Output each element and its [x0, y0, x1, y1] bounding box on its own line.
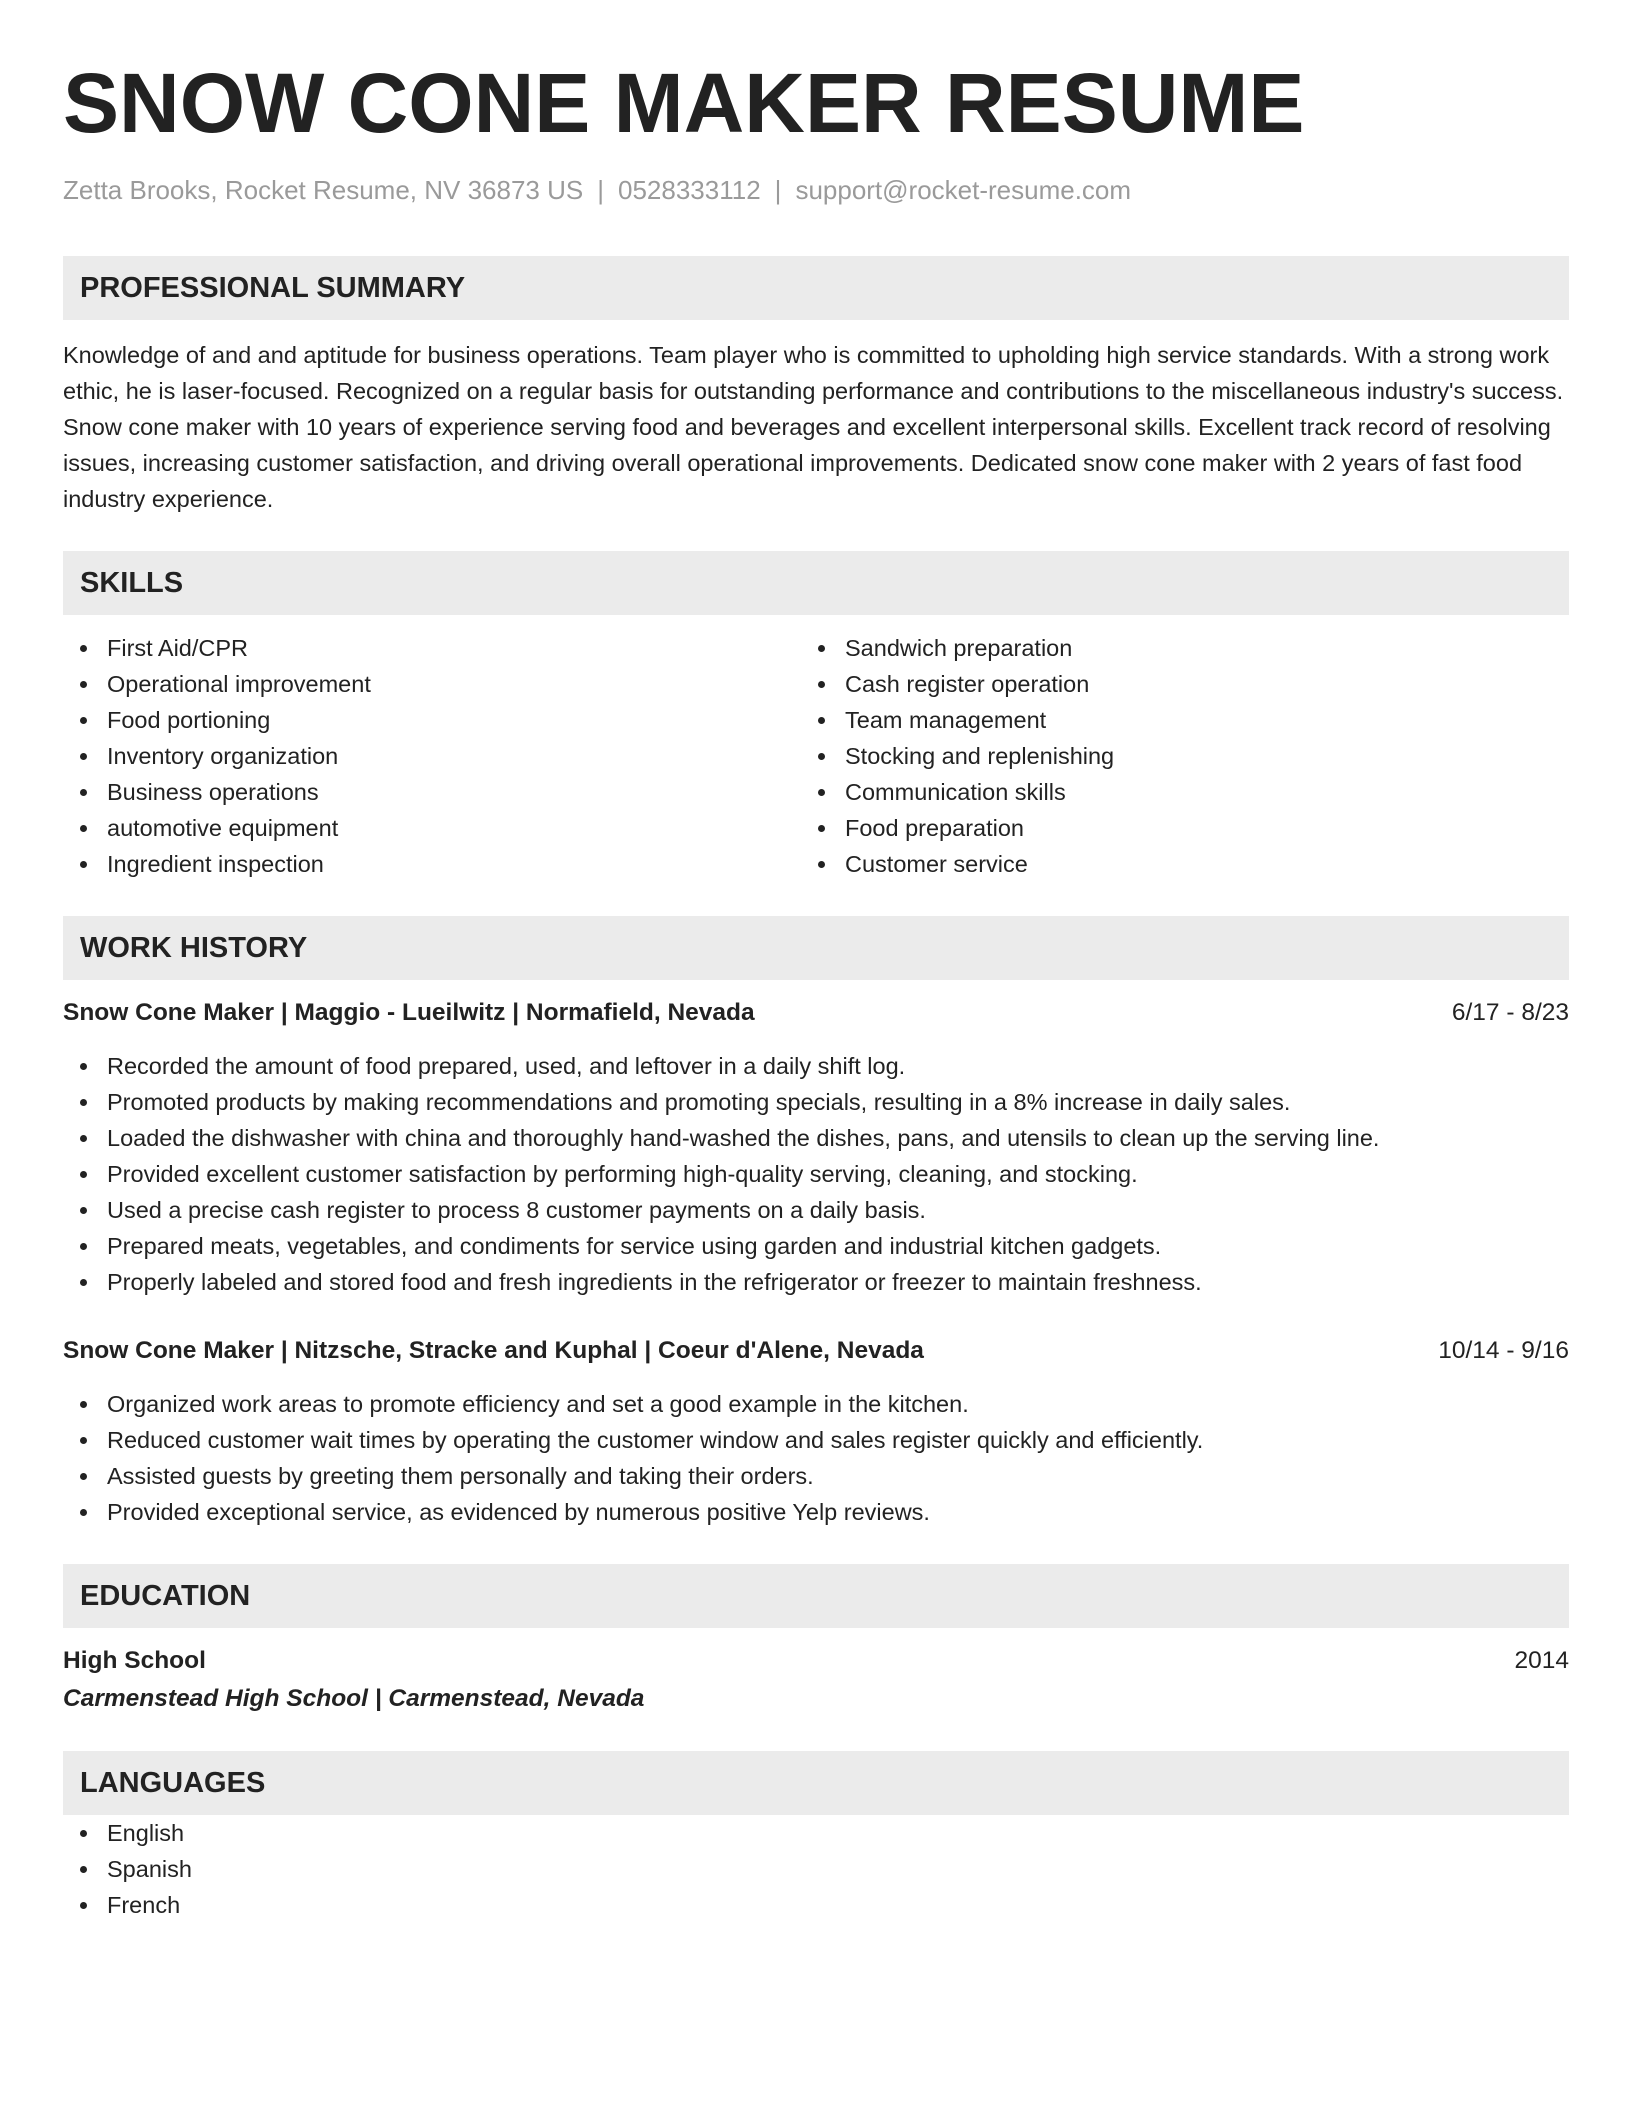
summary-text: Knowledge of and and aptitude for business operations. Team player who is committed to upholding high service standards. With a strong work ethic, he is laser-focused. Recognized on a regular basis for outstanding performance and contributions to the miscellaneous industry's success. Snow cone maker with 10 years of experience serving food and beverages and excellent interpersonal skills. Excellent track record of resolving issues, increasing customer satisfaction, and driving overall operational improvements. Dedicated snow cone maker with 2 years of fast food industry experience.	[63, 342, 1564, 512]
job-bullet-list	[63, 1048, 1569, 1300]
job-bullet: Provided excellent customer satisfaction by performing high-quality serving, cleaning, and stocking.	[63, 1156, 1569, 1192]
education-header	[63, 1644, 1569, 1678]
skill-item: Cash register operation	[801, 666, 1539, 702]
job-entry	[63, 1334, 1569, 1530]
contact-separator: |	[597, 175, 604, 205]
section-heading-work-history: WORK HISTORY	[63, 916, 1569, 980]
job-entry	[63, 996, 1569, 1300]
job-bullet: Organized work areas to promote efficiency and set a good example in the kitchen.	[63, 1386, 1569, 1422]
languages-list	[63, 1815, 1569, 1923]
job-bullet: Assisted guests by greeting them personally and taking their orders.	[63, 1458, 1569, 1494]
job-bullet: Promoted products by making recommendations and promoting specials, resulting in a 8% increase in daily sales.	[63, 1084, 1569, 1120]
skills-list-left	[63, 630, 801, 882]
skills-list-right	[801, 630, 1539, 882]
skill-item: Customer service	[801, 846, 1539, 882]
skill-item: Team management	[801, 702, 1539, 738]
job-header	[63, 1334, 1569, 1368]
education-school: Carmenstead High School | Carmenstead, Nevada	[63, 1685, 645, 1712]
section-heading-languages: LANGUAGES	[63, 1751, 1569, 1815]
section-heading-summary: PROFESSIONAL SUMMARY	[63, 256, 1569, 320]
skill-item: First Aid/CPR	[63, 630, 801, 666]
job-bullet-list	[63, 1386, 1569, 1530]
skills-grid	[63, 630, 1569, 882]
job-bullet: Used a precise cash register to process 8 customer payments on a daily basis.	[63, 1192, 1569, 1228]
job-title: Snow Cone Maker | Maggio - Lueilwitz | Normafield, Nevada	[63, 999, 755, 1026]
skill-item: Food portioning	[63, 702, 801, 738]
job-bullet: Reduced customer wait times by operating the customer window and sales register quickly and efficiently.	[63, 1422, 1569, 1458]
language-item: English	[63, 1815, 1569, 1851]
skill-item: Operational improvement	[63, 666, 801, 702]
skill-item: Communication skills	[801, 774, 1539, 810]
education-degree: High School	[63, 1647, 206, 1674]
contact-phone: 0528333112	[618, 175, 761, 205]
language-item: French	[63, 1887, 1569, 1923]
skills-column-left	[63, 630, 801, 882]
resume-title: SNOW CONE MAKER RESUME	[63, 56, 1305, 150]
job-bullet: Loaded the dishwasher with china and thoroughly hand-washed the dishes, pans, and utensils to clean up the serving line.	[63, 1120, 1569, 1156]
job-bullet: Provided exceptional service, as evidenced by numerous positive Yelp reviews.	[63, 1494, 1569, 1530]
skill-item: Business operations	[63, 774, 801, 810]
skill-item: automotive equipment	[63, 810, 801, 846]
contact-separator: |	[774, 175, 782, 205]
contact-email: support@rocket-resume.com	[795, 175, 1132, 205]
section-heading-skills: SKILLS	[63, 551, 1569, 615]
skill-item: Inventory organization	[63, 738, 801, 774]
skill-item: Ingredient inspection	[63, 846, 801, 882]
skills-column-right	[801, 630, 1539, 882]
skill-item: Stocking and replenishing	[801, 738, 1539, 774]
job-header	[63, 996, 1569, 1030]
section-heading-education: EDUCATION	[63, 1564, 1569, 1628]
language-item: Spanish	[63, 1851, 1569, 1887]
skill-item: Sandwich preparation	[801, 630, 1539, 666]
skill-item: Food preparation	[801, 810, 1539, 846]
education-entry	[63, 1644, 1569, 1717]
job-dates: 6/17 - 8/23	[1451, 999, 1569, 1026]
job-dates: 10/14 - 9/16	[1438, 1337, 1569, 1364]
contact-line	[63, 174, 1569, 206]
job-title: Snow Cone Maker | Nitzsche, Stracke and Kuphal | Coeur d'Alene, Nevada	[63, 1337, 924, 1364]
job-bullet: Prepared meats, vegetables, and condiments for service using garden and industrial kitchen gadgets.	[63, 1228, 1569, 1264]
education-year: 2014	[1514, 1647, 1569, 1674]
job-bullet: Properly labeled and stored food and fresh ingredients in the refrigerator or freezer to maintain freshness.	[63, 1264, 1569, 1300]
job-bullet: Recorded the amount of food prepared, used, and leftover in a daily shift log.	[63, 1048, 1569, 1084]
contact-address: Zetta Brooks, Rocket Resume, NV 36873 US	[63, 175, 584, 205]
